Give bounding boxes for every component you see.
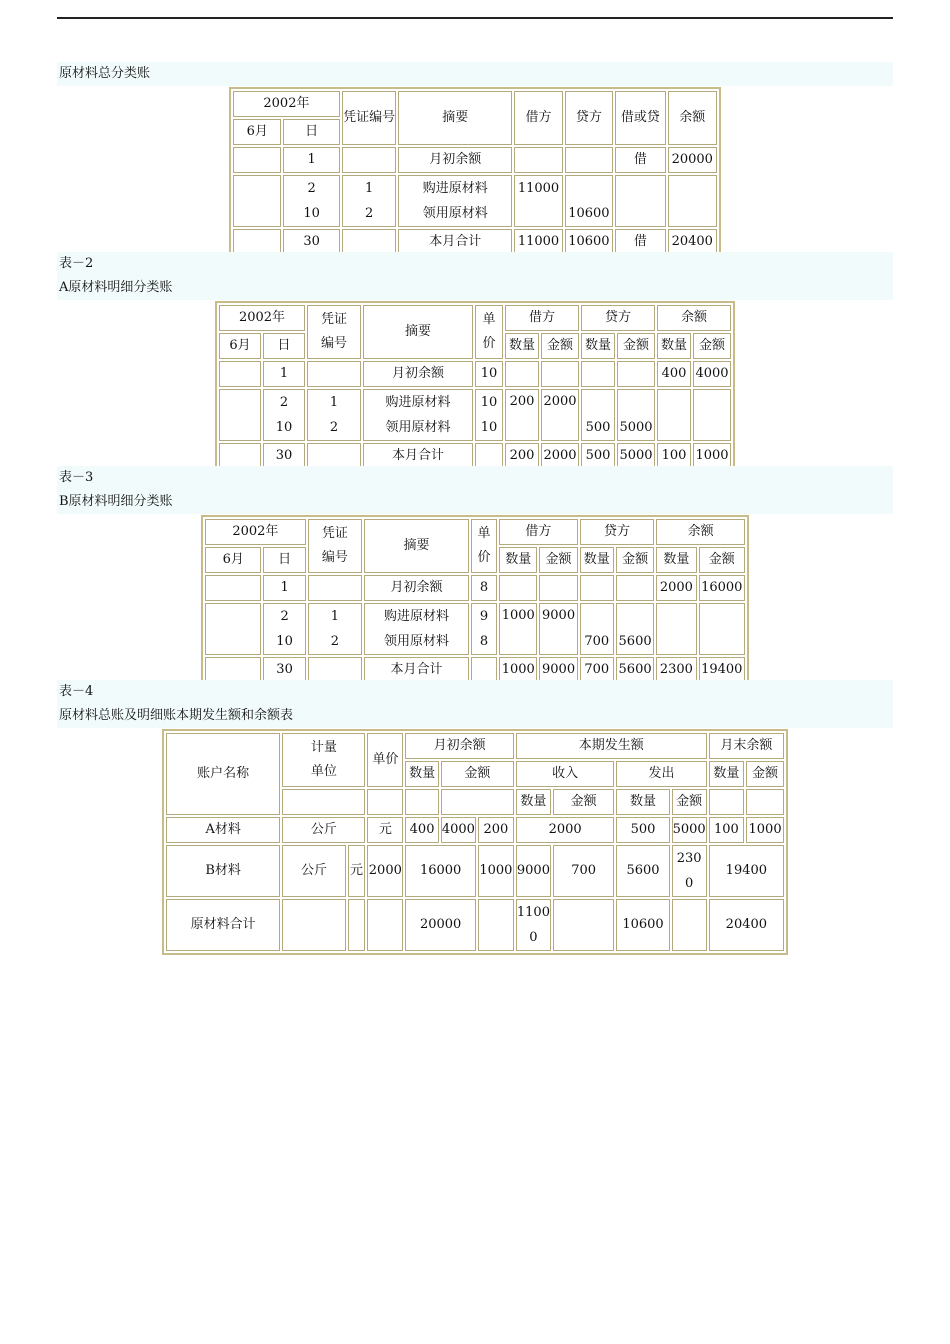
header-voucher: 编号: [321, 550, 348, 565]
header-summary: 摘要: [363, 305, 473, 359]
cell-debit-amt: 9000: [542, 608, 576, 623]
header-day: 日: [263, 333, 305, 359]
header-day: 日: [263, 547, 305, 573]
cell-day: 1: [283, 147, 339, 173]
general-ledger-table: [229, 87, 721, 259]
cell-dc: 借: [615, 229, 665, 255]
cell-summary: 领用原材料: [385, 420, 451, 435]
header-qty: 数量: [709, 761, 744, 787]
cell-open-amt: 20000: [405, 899, 476, 951]
header-price: 价: [477, 550, 491, 565]
cell-summary: 领用原材料: [422, 206, 488, 221]
header-year: 2002年: [233, 91, 340, 117]
header-qty: 数量: [499, 547, 537, 573]
header-price: 单: [482, 312, 496, 327]
cell-close-amt: 1000: [746, 817, 784, 843]
table-row: [166, 817, 784, 843]
cell-credit-amt: 5000: [619, 420, 653, 435]
header-amt: 金额: [553, 789, 614, 815]
cell-summary: 领用原材料: [384, 634, 450, 649]
cell-balance: 20000: [668, 147, 717, 173]
header-balance: 余额: [656, 519, 745, 545]
header-dc: 借或贷: [615, 91, 665, 145]
cell-balance-qty: 400: [657, 361, 691, 387]
cell-close-qty: 0: [685, 876, 694, 891]
cell-summary: 月初余额: [364, 575, 469, 601]
header-unit: 计量: [310, 740, 337, 755]
summary-balance-table: [162, 729, 788, 955]
cell-credit: 10600: [568, 206, 610, 221]
header-debit: 借方: [505, 305, 579, 331]
cell-debit-qty: 200: [509, 394, 535, 409]
cell-debit-qty: 1000: [499, 657, 537, 683]
cell-balance-qty: 2000: [656, 575, 696, 601]
cell-balance-qty: 100: [657, 443, 691, 469]
cell-summary: 购进原材料: [385, 395, 451, 410]
cell-balance-amt: 1000: [693, 443, 731, 469]
cell-open-qty: 400: [405, 817, 439, 843]
header-month: 6月: [219, 333, 261, 359]
header-account: 账户名称: [166, 733, 280, 815]
table-row: [166, 899, 784, 951]
header-qty: 数量: [516, 789, 551, 815]
cell-open-amt: 4000: [441, 817, 476, 843]
cell-credit-amt: 5600: [616, 657, 654, 683]
cell-price: 10: [475, 361, 503, 387]
cell-out-qty: 700: [553, 845, 614, 897]
cell-price: 元: [367, 817, 403, 843]
table-row: [205, 603, 745, 655]
header-credit: 贷方: [581, 305, 655, 331]
a-material-ledger-table: [215, 301, 735, 473]
cell-day: 30: [263, 657, 305, 683]
table-row: [219, 361, 731, 387]
cell-in-amt: 1100: [516, 905, 550, 920]
cell-summary: 购进原材料: [422, 181, 488, 196]
cell-in-qty: 1000: [478, 845, 514, 897]
header-credit: 贷方: [580, 519, 655, 545]
table-row: [233, 147, 717, 173]
header-amt: 金额: [616, 547, 654, 573]
header-debit: 借方: [514, 91, 562, 145]
cell-day: 10: [303, 206, 320, 221]
header-qty: 数量: [657, 333, 691, 359]
cell-in-amt: 2000: [516, 817, 615, 843]
header-balance: 余额: [657, 305, 731, 331]
cell-credit-qty: 500: [585, 420, 611, 435]
cell-out-amt: 5000: [672, 817, 707, 843]
cell-day: 1: [263, 575, 305, 601]
cell-balance-amt: 19400: [699, 657, 745, 683]
header-amt: 金额: [539, 547, 577, 573]
cell-credit-qty: 700: [580, 657, 614, 683]
cell-day: 1: [263, 361, 305, 387]
table2-title: A原材料明细分类账: [57, 276, 893, 300]
header-qty: 数量: [505, 333, 539, 359]
table2-label: 表－2: [57, 252, 893, 276]
header-month: 6月: [205, 547, 261, 573]
cell-price: 10: [480, 420, 498, 435]
header-amt: 金额: [746, 761, 784, 787]
header-voucher: 凭证: [321, 526, 348, 541]
cell-debit-amt: 9000: [539, 657, 577, 683]
cell-voucher: 2: [364, 206, 374, 221]
header-balance: 余额: [668, 91, 717, 145]
table1-title: 原材料总分类账: [57, 62, 893, 86]
header-voucher: 凭证: [320, 312, 347, 327]
cell-open-amt: 16000: [405, 845, 476, 897]
cell-unit: 公斤: [282, 817, 365, 843]
cell-day: 2: [279, 395, 289, 410]
cell-credit: 10600: [565, 229, 613, 255]
cell-day: 10: [275, 420, 293, 435]
cell-in-amt: 0: [529, 930, 538, 945]
cell-credit-amt: 5000: [617, 443, 655, 469]
cell-voucher: 1: [330, 609, 340, 624]
cell-close-amt: 19400: [709, 845, 784, 897]
cell-balance: 20400: [668, 229, 717, 255]
cell-in-qty: 200: [478, 817, 514, 843]
cell-account: 原材料合计: [166, 899, 280, 951]
cell-summary: 购进原材料: [384, 609, 450, 624]
cell-day: 30: [283, 229, 339, 255]
header-outgo: 发出: [616, 761, 706, 787]
header-credit: 贷方: [565, 91, 613, 145]
cell-open-qty: 2000: [367, 845, 403, 897]
table-row: [166, 845, 784, 897]
cell-price: 8: [479, 634, 489, 649]
cell-summary: 本月合计: [398, 229, 512, 255]
cell-out-qty: 500: [616, 817, 669, 843]
cell-day: 30: [263, 443, 305, 469]
header-qty: 数量: [580, 547, 614, 573]
cell-price: 9: [479, 609, 489, 624]
cell-close-qty: 230: [676, 851, 702, 866]
cell-account: B材料: [166, 845, 280, 897]
cell-price: 8: [471, 575, 497, 601]
header-amt: 金额: [699, 547, 745, 573]
cell-unit: 公斤: [282, 845, 345, 897]
header-amt: 金额: [672, 789, 707, 815]
cell-day: 10: [276, 634, 293, 649]
cell-balance-amt: 16000: [699, 575, 745, 601]
cell-voucher: 1: [364, 181, 374, 196]
b-material-ledger-table: [201, 515, 749, 687]
cell-summary: 本月合计: [364, 657, 469, 683]
header-period-amount: 本期发生额: [516, 733, 707, 759]
header-price: 价: [482, 336, 496, 351]
cell-out-amt: 5600: [616, 845, 669, 897]
header-year: 2002年: [219, 305, 305, 331]
table4-title: 原材料总账及明细账本期发生额和余额表: [57, 704, 893, 728]
cell-account: A材料: [166, 817, 280, 843]
cell-summary: 月初余额: [398, 147, 512, 173]
cell-close-qty: 100: [709, 817, 744, 843]
cell-credit-amt: 5600: [618, 634, 652, 649]
table-row: [205, 575, 745, 601]
header-month: 6月: [233, 119, 281, 145]
header-debit: 借方: [499, 519, 578, 545]
cell-in-amt: 9000: [516, 845, 551, 897]
table4-label: 表－4: [57, 680, 893, 704]
cell-credit-qty: 700: [584, 634, 610, 649]
table3-title: B原材料明细分类账: [57, 490, 893, 514]
header-opening-balance: 月初余额: [405, 733, 514, 759]
cell-dc: 借: [615, 147, 665, 173]
cell-close-amt: 20400: [709, 899, 784, 951]
cell-voucher: 1: [329, 395, 339, 410]
cell-debit-qty: 200: [505, 443, 539, 469]
cell-voucher: 2: [330, 634, 340, 649]
cell-debit-amt: 2000: [541, 443, 579, 469]
header-closing-balance: 月末余额: [709, 733, 784, 759]
cell-summary: 月初余额: [363, 361, 473, 387]
cell-debit: 11000: [517, 181, 560, 196]
cell-credit-qty: 500: [581, 443, 615, 469]
header-voucher: 编号: [320, 336, 347, 351]
header-qty: 数量: [656, 547, 696, 573]
table-row: [233, 175, 717, 227]
header-price: 单: [477, 526, 491, 541]
header-amt: 金额: [617, 333, 655, 359]
header-qty: 数量: [581, 333, 615, 359]
header-summary: 摘要: [398, 91, 512, 145]
header-amt: 金额: [693, 333, 731, 359]
header-voucher: 凭证编号: [342, 91, 396, 145]
header-unit: 单位: [310, 764, 337, 779]
header-income: 收入: [516, 761, 615, 787]
cell-day: 2: [307, 181, 316, 196]
cell-price: 10: [480, 395, 498, 410]
cell-price: 元: [348, 845, 366, 897]
cell-debit-qty: 1000: [501, 608, 535, 623]
table-row: [219, 389, 731, 441]
header-price: 单价: [367, 733, 403, 787]
header-qty: 数量: [405, 761, 439, 787]
cell-voucher: 2: [329, 420, 339, 435]
header-summary: 摘要: [364, 519, 469, 573]
cell-balance-amt: 4000: [693, 361, 731, 387]
header-year: 2002年: [205, 519, 306, 545]
top-rule: [57, 17, 893, 19]
table3-label: 表－3: [57, 466, 893, 490]
cell-debit-amt: 2000: [543, 394, 577, 409]
cell-summary: 本月合计: [363, 443, 473, 469]
header-amt: 金额: [441, 761, 514, 787]
header-amt: 金额: [541, 333, 579, 359]
header-day: 日: [283, 119, 339, 145]
cell-balance-qty: 2300: [656, 657, 696, 683]
cell-day: 2: [280, 609, 289, 624]
header-qty: 数量: [616, 789, 669, 815]
cell-out-amt: 10600: [616, 899, 669, 951]
cell-debit: 11000: [514, 229, 562, 255]
